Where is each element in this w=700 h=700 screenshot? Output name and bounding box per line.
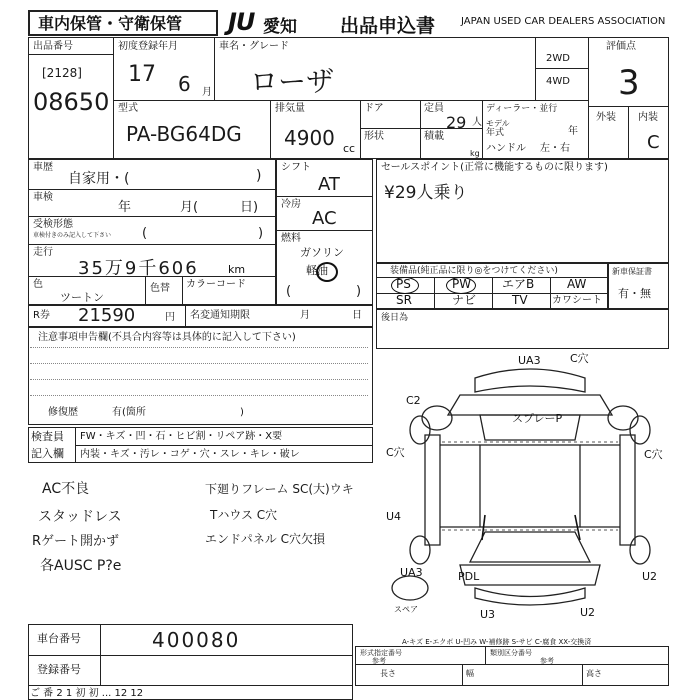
registration-month: 6 xyxy=(178,72,191,96)
load-label: 積載 xyxy=(424,131,444,142)
equip-tv: TV xyxy=(512,293,528,307)
equip-ps-circle xyxy=(391,277,419,294)
interior-label: 内装 xyxy=(638,112,658,123)
inspection-year: 年 xyxy=(118,200,132,215)
repair-history-value: 有(箇所 xyxy=(112,407,146,418)
inspector-row1: FW・キズ・凹・石・ヒビ割・リペア跡・X要 xyxy=(80,431,283,442)
comment-right-1: 下廻りフレーム SC(大)ウキ xyxy=(205,482,354,496)
shift-label: シフト xyxy=(281,162,311,173)
storage-tag: 車内保管・守衛保管 xyxy=(38,14,183,33)
model-year-unit: 年 xyxy=(568,126,578,137)
mark-c-hole-left: C穴 xyxy=(386,446,405,459)
inspector-row2: 内装・キズ・汚レ・コゲ・穴・スレ・キレ・破レ xyxy=(80,449,300,460)
recycle-label: R券 xyxy=(33,310,50,321)
form-title: 出品申込書 xyxy=(340,15,436,37)
exterior-label: 外装 xyxy=(596,112,616,123)
reg-number-label: 登録番号 xyxy=(37,663,81,676)
fuel-label: 燃料 xyxy=(281,233,301,244)
notice-day: 日 xyxy=(352,310,362,321)
color-code-label: カラーコード xyxy=(186,279,246,290)
registration-year: 17 xyxy=(128,62,156,87)
capacity-unit: 人 xyxy=(472,117,482,128)
color-label: 色 xyxy=(33,279,43,290)
mark-pdl: PDL xyxy=(458,570,480,583)
length-label: 長さ xyxy=(380,669,396,678)
mark-c2: C2 xyxy=(406,394,421,407)
equip-airbag: エアB xyxy=(502,277,535,291)
drive-2wd: 2WD xyxy=(546,53,570,64)
top-info-grid xyxy=(28,37,669,159)
chassis-value: 400080 xyxy=(152,628,241,652)
height-label: 高さ xyxy=(586,669,602,678)
score-label: 評価点 xyxy=(606,41,636,52)
mileage-label: 走行 xyxy=(33,247,53,258)
mileage-value: 35万9千606 xyxy=(78,258,199,279)
handle-lr: 左・右 xyxy=(540,143,570,154)
repair-history-close: ) xyxy=(240,407,244,418)
model-year-label: モデル xyxy=(486,119,510,128)
storage-tag-box xyxy=(28,10,218,36)
load-unit: kg xyxy=(470,149,480,158)
lot-label: 出品番号 xyxy=(33,41,73,52)
spec-number-label: 形式指定番号 xyxy=(360,649,402,657)
brand-name: 愛知 xyxy=(263,17,297,37)
inspection-month: 月( xyxy=(180,200,199,215)
mark-spare: スペア xyxy=(394,605,418,614)
back-seat-box xyxy=(376,309,669,349)
mark-u2-bottom: U2 xyxy=(580,606,596,619)
mark-c-hole-top: C穴 xyxy=(570,352,589,365)
comment-3: Rゲート開かず xyxy=(32,534,120,549)
mark-ua3-bottom: UA3 xyxy=(400,566,423,579)
comment-1: AC不良 xyxy=(42,481,90,497)
notes-label: 注意事項申告欄(不具合内容等は具体的に記入して下さい) xyxy=(38,332,296,343)
displacement-value: 4900 xyxy=(284,126,335,150)
mark-u4: U4 xyxy=(386,510,402,523)
spec-ref-label: 参考 xyxy=(372,657,386,665)
equip-sr: SR xyxy=(396,293,412,307)
acceptance-label: 受検形態 xyxy=(33,219,73,230)
shape-label: 形状 xyxy=(364,131,384,142)
registration-label: 初度登録年月 xyxy=(118,41,178,52)
history-value: 自家用・( xyxy=(68,171,130,187)
warranty-label: 新車保証書 xyxy=(612,267,652,276)
chassis-label: 車台番号 xyxy=(37,632,81,645)
mark-c-hole-right: C穴 xyxy=(644,448,663,461)
comment-4: 各AUSC P?e xyxy=(40,558,122,574)
acceptance-close: ) xyxy=(258,226,264,241)
class-ref-label: 参考 xyxy=(540,657,554,665)
equip-power-seat: カワシート xyxy=(552,295,602,306)
displacement-unit: cc xyxy=(343,142,356,155)
selling-points-box xyxy=(376,159,669,263)
handle-label: ハンドル xyxy=(486,143,526,154)
selling-points-value: ¥29人乗り xyxy=(384,183,468,203)
selling-points-label: セールスポイント(正常に機能するものに限ります) xyxy=(381,162,608,173)
association-name: JAPAN USED CAR DEALERS ASSOCIATION xyxy=(461,16,666,27)
fuel-paren-open: ( xyxy=(286,284,292,299)
model-value: PA-BG64DG xyxy=(126,122,242,146)
exterior-value: C xyxy=(647,132,660,153)
repair-history-label: 修復歴 xyxy=(48,407,78,418)
displacement-label: 排気量 xyxy=(275,103,305,114)
mark-ua3-top: UA3 xyxy=(518,354,541,367)
recycle-value: 21590 xyxy=(78,305,136,326)
recycle-unit: 円 xyxy=(165,312,175,323)
color-value: ツートン xyxy=(60,291,104,304)
model-label: 型式 xyxy=(118,103,138,114)
equip-navi: ナビ xyxy=(452,293,477,307)
model-year-label2: 年式 xyxy=(486,128,505,138)
capacity-value: 29 xyxy=(446,113,467,132)
inspection-label: 車検 xyxy=(33,192,53,203)
comment-right-3: エンドパネル C穴欠損 xyxy=(205,532,325,546)
equip-pw: PW xyxy=(452,277,472,291)
door-label: ドア xyxy=(364,103,384,114)
comment-right-2: Tハウス C穴 xyxy=(210,508,278,522)
mileage-unit: km xyxy=(228,263,246,276)
capacity-label: 定員 xyxy=(424,103,444,114)
fuel-gasoline: ガソリン xyxy=(300,246,344,259)
acceptance-open: ( xyxy=(142,226,148,241)
history-label: 車歴 xyxy=(33,162,53,173)
fuel-paren-close: ) xyxy=(356,284,362,299)
class-number-label: 類別区分番号 xyxy=(490,649,532,657)
fuel-light-oil: 軽油 xyxy=(306,264,328,277)
fuel-selected-circle xyxy=(316,262,338,282)
color-change-label: 色替 xyxy=(150,283,170,294)
inspection-day: 日) xyxy=(240,200,259,215)
equip-aw: AW xyxy=(567,277,587,291)
warranty-value: 有・無 xyxy=(618,287,651,300)
equipment-label: 装備品(純正品に限り◎をつけてください) xyxy=(390,266,558,276)
drive-4wd: 4WD xyxy=(546,76,570,87)
acceptance-note: 車検付きのみ記入して下さい xyxy=(33,232,112,239)
lot-bracket-number: [2128] xyxy=(42,66,82,80)
equip-ps: PS xyxy=(396,277,411,291)
footer-strip: ご 番 2 1 初 初 ... 12 12 xyxy=(30,688,144,699)
notice-month: 月 xyxy=(300,310,310,321)
score-value: 3 xyxy=(618,63,640,103)
dealer-parallel: ディーラー・並行 xyxy=(486,104,558,114)
history-close: ) xyxy=(256,168,262,184)
aircon-label: 冷房 xyxy=(281,199,301,210)
registration-month-unit: 月 xyxy=(202,87,212,98)
damage-legend: A-キズ E-エクボ U-凹み W-補修跡 S-サビ C-腐食 XX-交換済 xyxy=(402,638,592,646)
lot-number: 08650 xyxy=(33,88,110,116)
width-label: 幅 xyxy=(466,669,474,678)
car-damage-diagram xyxy=(380,350,675,620)
mark-spray: スプレーP xyxy=(512,412,563,425)
aircon-value: AC xyxy=(312,208,337,229)
mark-u2-right: U2 xyxy=(642,570,658,583)
inspector-label2: 記入欄 xyxy=(31,447,64,460)
inspector-label1: 検査員 xyxy=(31,430,64,443)
mark-u3: U3 xyxy=(480,608,496,620)
equip-pw-circle xyxy=(446,277,476,294)
car-name-label: 車名・グレード xyxy=(219,41,289,52)
shift-value: AT xyxy=(318,174,340,195)
comment-2: スタッドレス xyxy=(38,509,122,525)
logo: JU xyxy=(228,8,255,36)
back-seat-label: 後日為 xyxy=(381,313,409,323)
notice-deadline-label: 名変通知期限 xyxy=(190,310,250,321)
car-name-value: ローザ xyxy=(250,65,335,98)
